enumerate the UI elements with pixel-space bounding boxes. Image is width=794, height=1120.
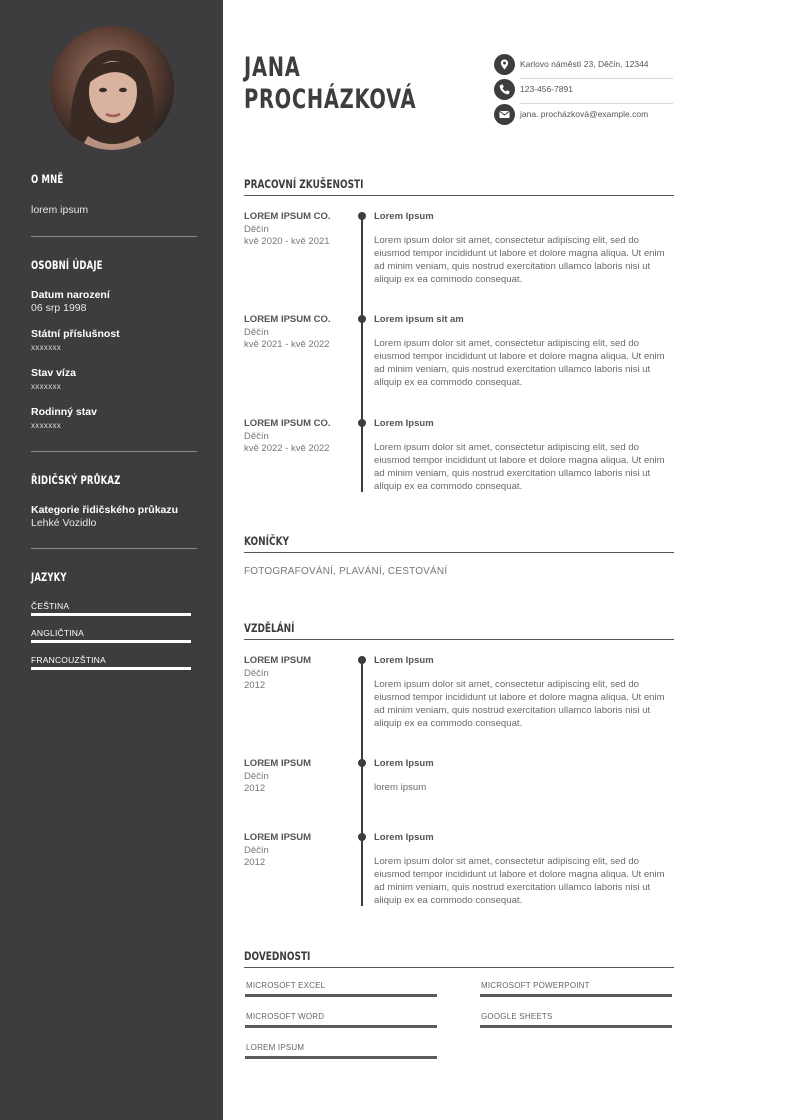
- experience-heading: PRACOVNÍ ZKUŠENOSTI: [244, 177, 364, 191]
- experience-timeline: [361, 216, 363, 492]
- sidebar: [0, 0, 223, 1120]
- phone-text: 123-456-7891: [520, 84, 573, 94]
- contact-phone: [494, 79, 674, 104]
- experience-org: LOREM IPSUM CO.: [244, 418, 331, 429]
- experience-place: Děčín: [244, 224, 269, 235]
- marital-label: Rodinný stav: [31, 406, 97, 418]
- section-rule: [244, 552, 674, 553]
- education-title: Lorem Ipsum: [374, 758, 434, 769]
- language-level-bar: [31, 613, 191, 616]
- experience-description: Lorem ipsum dolor sit amet, consectetur adipiscing elit, sed do eiusmod tempor incididunt ut labore et dolore magna aliqua. Ut enim ad minim veniam, quis nostrud exercitation ullamco laboris nisi ut aliquip ex ea commodo consequat.: [374, 235, 665, 285]
- personal-heading: OSOBNÍ ÚDAJE: [31, 258, 103, 272]
- timeline-dot: [358, 419, 366, 427]
- skill-level-bar: [245, 1025, 437, 1028]
- education-title: Lorem Ipsum: [374, 832, 434, 843]
- skill-label: MICROSOFT WORD: [246, 1012, 325, 1021]
- skills-heading: DOVEDNOSTI: [244, 949, 311, 963]
- experience-place: Děčín: [244, 431, 269, 442]
- nationality-value: xxxxxxx: [31, 343, 62, 352]
- experience-dates: kvě 2021 - kvě 2022: [244, 339, 330, 350]
- experience-dates: kvě 2020 - kvě 2021: [244, 236, 330, 247]
- education-dates: 2012: [244, 857, 266, 868]
- section-rule: [244, 195, 674, 196]
- divider: [31, 236, 197, 237]
- education-description: lorem ipsum: [374, 782, 427, 793]
- envelope-icon: [494, 104, 515, 125]
- education-heading: VZDĚLÁNÍ: [244, 621, 295, 635]
- skill-level-bar: [245, 1056, 437, 1059]
- experience-org: LOREM IPSUM CO.: [244, 314, 331, 325]
- phone-icon: [494, 79, 515, 100]
- timeline-dot: [358, 315, 366, 323]
- experience-title: Lorem Ipsum: [374, 211, 434, 222]
- education-timeline: [361, 660, 363, 906]
- skill-label: GOOGLE SHEETS: [481, 1012, 553, 1021]
- marital-value: xxxxxxx: [31, 421, 62, 430]
- divider: [31, 548, 197, 549]
- license-label: Kategorie řidičského průkazu: [31, 504, 179, 516]
- education-org: LOREM IPSUM: [244, 832, 312, 843]
- education-place: Děčín: [244, 771, 269, 782]
- language-label: FRANCOUZŠTINA: [31, 655, 106, 665]
- profile-photo: [50, 26, 174, 150]
- education-title: Lorem Ipsum: [374, 655, 434, 666]
- experience-title: Lorem Ipsum: [374, 418, 434, 429]
- contact-address: [494, 54, 674, 79]
- timeline-dot: [358, 833, 366, 841]
- experience-title: Lorem ipsum sit am: [374, 314, 464, 325]
- education-description: Lorem ipsum dolor sit amet, consectetur adipiscing elit, sed do eiusmod tempor incididunt ut labore et dolore magna aliqua. Ut enim ad minim veniam, quis nostrud exercitation ullamco laboris nisi ut aliquip ex ea commodo consequat.: [374, 856, 665, 906]
- education-dates: 2012: [244, 783, 266, 794]
- language-level-bar: [31, 640, 191, 643]
- about-heading: O MNĚ: [31, 172, 64, 186]
- address-text: Karlovo náměstí 23, Děčín, 12344: [520, 59, 649, 69]
- skill-label: MICROSOFT POWERPOINT: [481, 981, 590, 990]
- experience-org: LOREM IPSUM CO.: [244, 211, 331, 222]
- skill-level-bar: [480, 994, 672, 997]
- email-text: jana. procházková@example.com: [520, 109, 649, 119]
- language-label: ANGLIČTINA: [31, 628, 85, 638]
- education-place: Děčín: [244, 668, 269, 679]
- language-level-bar: [31, 667, 191, 670]
- birthdate-value: 06 srp 1998: [31, 302, 87, 314]
- nationality-label: Státní příslušnost: [31, 328, 120, 340]
- about-text: lorem ipsum: [31, 204, 89, 216]
- experience-place: Děčín: [244, 327, 269, 338]
- experience-description: Lorem ipsum dolor sit amet, consectetur adipiscing elit, sed do eiusmod tempor incididunt ut labore et dolore magna aliqua. Ut enim ad minim veniam, quis nostrud exercitation ullamco laboris nisi ut aliquip ex ea commodo consequat.: [374, 338, 665, 388]
- education-org: LOREM IPSUM: [244, 655, 312, 666]
- education-org: LOREM IPSUM: [244, 758, 312, 769]
- language-label: ČEŠTINA: [31, 601, 70, 611]
- contact-email: [494, 104, 674, 129]
- education-description: Lorem ipsum dolor sit amet, consectetur adipiscing elit, sed do eiusmod tempor incididunt ut labore et dolore magna aliqua. Ut enim ad minim veniam, quis nostrud exercitation ullamco laboris nisi ut aliquip ex ea commodo consequat.: [374, 679, 665, 729]
- section-rule: [244, 967, 674, 968]
- visa-label: Stav víza: [31, 367, 76, 379]
- hobbies-heading: KONÍČKY: [244, 534, 290, 548]
- visa-value: xxxxxxx: [31, 382, 62, 391]
- skill-label: MICROSOFT EXCEL: [246, 981, 326, 990]
- portrait-image: [50, 26, 174, 150]
- languages-heading: JAZYKY: [31, 570, 67, 584]
- hobbies-text: FOTOGRAFOVÁNÍ, PLAVÁNÍ, CESTOVÁNÍ: [244, 566, 448, 577]
- license-value: Lehké Vozidlo: [31, 517, 97, 529]
- experience-description: Lorem ipsum dolor sit amet, consectetur adipiscing elit, sed do eiusmod tempor incididunt ut labore et dolore magna aliqua. Ut enim ad minim veniam, quis nostrud exercitation ullamco laboris nisi ut aliquip ex ea commodo consequat.: [374, 442, 665, 492]
- experience-dates: kvě 2022 - kvě 2022: [244, 443, 330, 454]
- timeline-dot: [358, 759, 366, 767]
- timeline-dot: [358, 212, 366, 220]
- license-heading: ŘIDIČSKÝ PRŮKAZ: [31, 473, 121, 487]
- skill-label: LOREM IPSUM: [246, 1043, 305, 1052]
- last-name: PROCHÁZKOVÁ: [244, 84, 417, 115]
- birthdate-label: Datum narození: [31, 289, 110, 301]
- divider: [31, 451, 197, 452]
- education-dates: 2012: [244, 680, 266, 691]
- education-place: Děčín: [244, 845, 269, 856]
- timeline-dot: [358, 656, 366, 664]
- first-name: JANA: [244, 52, 301, 83]
- location-pin-icon: [494, 54, 515, 75]
- section-rule: [244, 639, 674, 640]
- skill-level-bar: [245, 994, 437, 997]
- skill-level-bar: [480, 1025, 672, 1028]
